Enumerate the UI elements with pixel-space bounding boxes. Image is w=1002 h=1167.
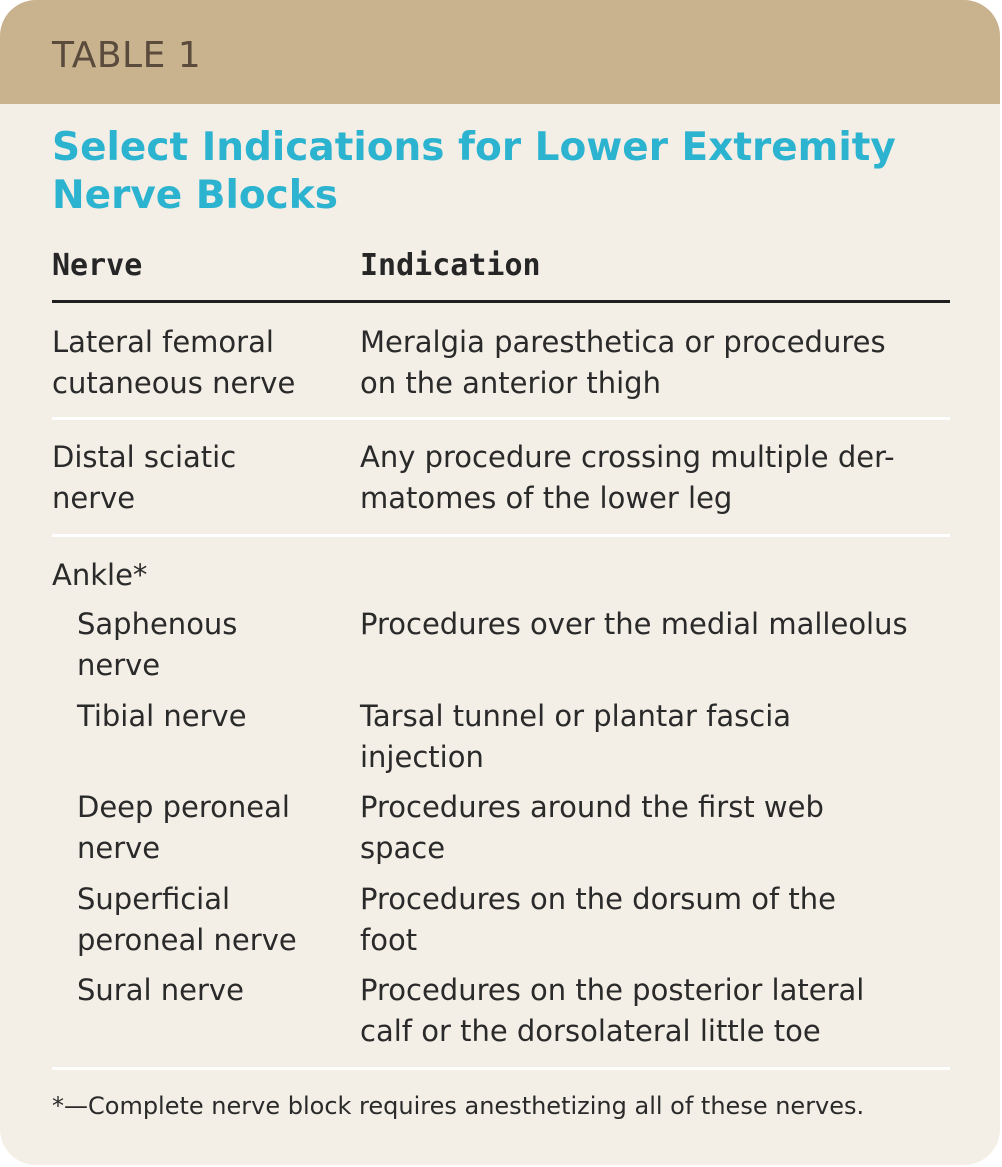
table-label: TABLE 1: [52, 35, 202, 76]
table-row-indication: Procedures on the posterior lateral calf or the dorsolateral little toe: [360, 973, 865, 1048]
table-row-nerve: Superficial peroneal nerve: [77, 882, 297, 957]
table-row-indication: Procedures over the medial malleolus: [360, 607, 908, 641]
table-title: Select Indications for Lower Extremity Nerve Blocks: [52, 125, 896, 218]
table-row-nerve: Saphenous nerve: [77, 607, 238, 682]
table-row-nerve: Distal sciatic nerve: [52, 440, 237, 515]
table-row-indication: Meralgia paresthetica or procedures on the anterior thigh: [360, 325, 886, 400]
table-footnote: *—Complete nerve block requires anesthetizing all of these nerves.: [52, 1092, 865, 1120]
table-row-indication: Tarsal tunnel or plantar fascia injection: [360, 699, 792, 774]
group-label-ankle: Ankle*: [52, 558, 148, 592]
table-row-indication: Procedures on the dorsum of the foot: [360, 882, 836, 957]
table-row-indication: Any procedure crossing multiple der- matomes of the lower leg: [360, 440, 895, 515]
header-divider: [52, 300, 950, 303]
row-divider: [52, 417, 950, 420]
header-band: [0, 0, 1000, 104]
table-row-nerve: Lateral femoral cutaneous nerve: [52, 325, 296, 400]
row-divider: [52, 534, 950, 537]
column-header-indication: Indication: [360, 248, 541, 283]
column-header-nerve: Nerve: [52, 248, 143, 283]
table-row-nerve: Tibial nerve: [77, 699, 247, 733]
table-row-indication: Procedures around the first web space: [360, 790, 824, 865]
table-row-nerve: Deep peroneal nerve: [77, 790, 290, 865]
table-row-nerve: Sural nerve: [77, 973, 244, 1007]
table-bottom-divider: [52, 1067, 950, 1070]
